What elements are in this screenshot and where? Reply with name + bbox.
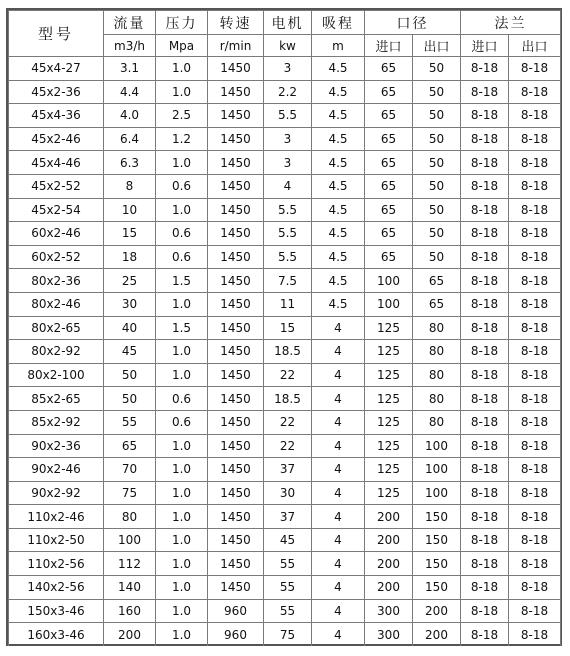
cell-motor: 37 — [264, 458, 312, 482]
cell-diameter-outlet: 80 — [413, 340, 461, 364]
cell-flow: 200 — [104, 623, 156, 647]
cell-flange-inlet: 8-18 — [461, 198, 509, 222]
cell-flange-outlet: 8-18 — [509, 599, 561, 623]
cell-diameter-inlet: 65 — [365, 104, 413, 128]
cell-flange-outlet: 8-18 — [509, 174, 561, 198]
cell-model: 45x2-36 — [9, 80, 104, 104]
cell-suction: 4.5 — [312, 127, 365, 151]
cell-diameter-outlet: 50 — [413, 151, 461, 175]
cell-flange-inlet: 8-18 — [461, 151, 509, 175]
cell-diameter-inlet: 200 — [365, 528, 413, 552]
page-bottom-margin — [0, 646, 570, 656]
cell-diameter-outlet: 50 — [413, 104, 461, 128]
cell-model: 80x2-100 — [9, 363, 104, 387]
cell-flange-inlet: 8-18 — [461, 552, 509, 576]
table-row — [9, 80, 561, 104]
pump-spec-table-container — [6, 8, 562, 646]
cell-diameter-inlet: 300 — [365, 599, 413, 623]
cell-suction: 4 — [312, 623, 365, 647]
cell-pressure: 1.0 — [156, 552, 208, 576]
cell-flange-outlet: 8-18 — [509, 576, 561, 600]
cell-diameter-inlet: 200 — [365, 505, 413, 529]
cell-diameter-outlet: 50 — [413, 245, 461, 269]
cell-speed: 1450 — [208, 127, 264, 151]
cell-model: 45x2-52 — [9, 174, 104, 198]
cell-model: 80x2-36 — [9, 269, 104, 293]
table-header — [9, 11, 561, 57]
cell-flow: 45 — [104, 340, 156, 364]
cell-motor: 3 — [264, 151, 312, 175]
cell-pressure: 1.0 — [156, 80, 208, 104]
cell-suction: 4 — [312, 340, 365, 364]
cell-motor: 2.2 — [264, 80, 312, 104]
cell-diameter-outlet: 65 — [413, 269, 461, 293]
header-suction-unit: m — [312, 35, 365, 57]
cell-speed: 1450 — [208, 316, 264, 340]
cell-suction: 4.5 — [312, 269, 365, 293]
cell-suction: 4.5 — [312, 80, 365, 104]
cell-speed: 1450 — [208, 576, 264, 600]
cell-flow: 50 — [104, 363, 156, 387]
cell-motor: 18.5 — [264, 387, 312, 411]
cell-model: 140x2-56 — [9, 576, 104, 600]
cell-motor: 55 — [264, 599, 312, 623]
cell-model: 45x4-46 — [9, 151, 104, 175]
header-pressure: 压力 — [156, 11, 208, 35]
cell-motor: 3 — [264, 127, 312, 151]
cell-model: 110x2-56 — [9, 552, 104, 576]
cell-motor: 5.5 — [264, 245, 312, 269]
table-row — [9, 269, 561, 293]
cell-flow: 100 — [104, 528, 156, 552]
cell-flow: 18 — [104, 245, 156, 269]
cell-flange-outlet: 8-18 — [509, 57, 561, 81]
cell-pressure: 1.0 — [156, 340, 208, 364]
cell-flange-inlet: 8-18 — [461, 316, 509, 340]
cell-diameter-outlet: 150 — [413, 576, 461, 600]
cell-diameter-outlet: 50 — [413, 174, 461, 198]
table-row — [9, 458, 561, 482]
cell-diameter-outlet: 50 — [413, 57, 461, 81]
cell-motor: 5.5 — [264, 104, 312, 128]
cell-motor: 5.5 — [264, 222, 312, 246]
cell-suction: 4 — [312, 576, 365, 600]
cell-flange-outlet: 8-18 — [509, 151, 561, 175]
cell-flange-outlet: 8-18 — [509, 363, 561, 387]
cell-speed: 1450 — [208, 151, 264, 175]
cell-pressure: 1.0 — [156, 481, 208, 505]
table-row — [9, 505, 561, 529]
table-row — [9, 245, 561, 269]
cell-diameter-inlet: 100 — [365, 269, 413, 293]
cell-motor: 37 — [264, 505, 312, 529]
cell-flange-inlet: 8-18 — [461, 340, 509, 364]
cropped-top-strip — [0, 0, 570, 8]
cell-flange-inlet: 8-18 — [461, 292, 509, 316]
table-row — [9, 599, 561, 623]
cell-suction: 4 — [312, 363, 365, 387]
cell-flange-outlet: 8-18 — [509, 104, 561, 128]
cell-motor: 75 — [264, 623, 312, 647]
cell-pressure: 1.0 — [156, 576, 208, 600]
cell-motor: 55 — [264, 552, 312, 576]
cell-flange-inlet: 8-18 — [461, 576, 509, 600]
header-speed: 转速 — [208, 11, 264, 35]
cell-flange-outlet: 8-18 — [509, 222, 561, 246]
cell-pressure: 1.0 — [156, 292, 208, 316]
header-diameter-inlet: 进口 — [365, 35, 413, 57]
cell-flow: 80 — [104, 505, 156, 529]
cell-flange-outlet: 8-18 — [509, 623, 561, 647]
cell-diameter-inlet: 65 — [365, 245, 413, 269]
cell-motor: 5.5 — [264, 198, 312, 222]
cell-motor: 15 — [264, 316, 312, 340]
cell-flow: 10 — [104, 198, 156, 222]
table-row — [9, 57, 561, 81]
cell-flow: 30 — [104, 292, 156, 316]
table-row — [9, 481, 561, 505]
header-suction: 吸程 — [312, 11, 365, 35]
cell-flange-outlet: 8-18 — [509, 552, 561, 576]
cell-diameter-outlet: 65 — [413, 292, 461, 316]
cell-suction: 4.5 — [312, 198, 365, 222]
cell-flange-outlet: 8-18 — [509, 340, 561, 364]
cell-model: 90x2-46 — [9, 458, 104, 482]
cell-flow: 140 — [104, 576, 156, 600]
cell-flow: 55 — [104, 410, 156, 434]
cell-speed: 1450 — [208, 340, 264, 364]
cell-motor: 18.5 — [264, 340, 312, 364]
table-row — [9, 576, 561, 600]
cell-flange-outlet: 8-18 — [509, 316, 561, 340]
cell-suction: 4 — [312, 410, 365, 434]
cell-pressure: 1.5 — [156, 269, 208, 293]
cell-diameter-inlet: 65 — [365, 57, 413, 81]
cell-motor: 4 — [264, 174, 312, 198]
cell-flow: 160 — [104, 599, 156, 623]
cell-flange-outlet: 8-18 — [509, 292, 561, 316]
cell-diameter-inlet: 65 — [365, 151, 413, 175]
cell-pressure: 1.0 — [156, 151, 208, 175]
table-row — [9, 174, 561, 198]
cell-model: 160x3-46 — [9, 623, 104, 647]
header-speed-unit: r/min — [208, 35, 264, 57]
cell-suction: 4.5 — [312, 292, 365, 316]
table-row — [9, 198, 561, 222]
cell-model: 110x2-50 — [9, 528, 104, 552]
cell-flange-outlet: 8-18 — [509, 481, 561, 505]
table-row — [9, 410, 561, 434]
cell-motor: 7.5 — [264, 269, 312, 293]
cell-diameter-inlet: 200 — [365, 552, 413, 576]
header-pressure-unit: Mpa — [156, 35, 208, 57]
cell-flange-inlet: 8-18 — [461, 245, 509, 269]
table-row — [9, 292, 561, 316]
cell-motor: 11 — [264, 292, 312, 316]
cell-diameter-inlet: 65 — [365, 222, 413, 246]
table-row — [9, 623, 561, 647]
cell-model: 150x3-46 — [9, 599, 104, 623]
cell-flow: 75 — [104, 481, 156, 505]
header-flange-outlet: 出口 — [509, 35, 561, 57]
cell-pressure: 1.0 — [156, 434, 208, 458]
cell-suction: 4 — [312, 481, 365, 505]
cell-suction: 4 — [312, 434, 365, 458]
cell-diameter-outlet: 80 — [413, 316, 461, 340]
header-flow: 流量 — [104, 11, 156, 35]
cell-flange-outlet: 8-18 — [509, 80, 561, 104]
cell-flange-inlet: 8-18 — [461, 269, 509, 293]
table-row — [9, 434, 561, 458]
cell-model: 80x2-46 — [9, 292, 104, 316]
cell-diameter-inlet: 65 — [365, 198, 413, 222]
cell-suction: 4 — [312, 387, 365, 411]
cell-flow: 25 — [104, 269, 156, 293]
cell-flow: 8 — [104, 174, 156, 198]
cell-pressure: 2.5 — [156, 104, 208, 128]
cell-suction: 4 — [312, 316, 365, 340]
cell-motor: 3 — [264, 57, 312, 81]
cell-diameter-inlet: 125 — [365, 434, 413, 458]
cell-pressure: 1.0 — [156, 198, 208, 222]
cell-diameter-outlet: 50 — [413, 80, 461, 104]
cell-pressure: 0.6 — [156, 410, 208, 434]
cell-diameter-outlet: 100 — [413, 458, 461, 482]
cell-flow: 4.0 — [104, 104, 156, 128]
cell-diameter-outlet: 50 — [413, 222, 461, 246]
cell-diameter-inlet: 300 — [365, 623, 413, 647]
table-row — [9, 151, 561, 175]
table-row — [9, 387, 561, 411]
cell-flow: 6.4 — [104, 127, 156, 151]
cell-suction: 4.5 — [312, 174, 365, 198]
cell-flange-inlet: 8-18 — [461, 127, 509, 151]
cell-diameter-inlet: 125 — [365, 363, 413, 387]
table-row — [9, 127, 561, 151]
cell-pressure: 1.0 — [156, 623, 208, 647]
cell-flange-outlet: 8-18 — [509, 127, 561, 151]
cell-flow: 112 — [104, 552, 156, 576]
cell-diameter-inlet: 125 — [365, 458, 413, 482]
cell-pressure: 1.2 — [156, 127, 208, 151]
header-flange-inlet: 进口 — [461, 35, 509, 57]
cell-flange-inlet: 8-18 — [461, 174, 509, 198]
cell-flange-outlet: 8-18 — [509, 410, 561, 434]
header-flow-unit: m3/h — [104, 35, 156, 57]
cell-flow: 40 — [104, 316, 156, 340]
cell-pressure: 1.0 — [156, 458, 208, 482]
cell-model: 90x2-92 — [9, 481, 104, 505]
table-row — [9, 528, 561, 552]
cell-diameter-outlet: 80 — [413, 363, 461, 387]
cell-diameter-outlet: 150 — [413, 552, 461, 576]
cell-diameter-inlet: 65 — [365, 174, 413, 198]
cell-diameter-outlet: 200 — [413, 599, 461, 623]
cell-diameter-inlet: 65 — [365, 80, 413, 104]
table-body — [9, 57, 561, 647]
cell-speed: 1450 — [208, 387, 264, 411]
cell-speed: 960 — [208, 599, 264, 623]
header-model: 型号 — [9, 11, 104, 57]
cell-pressure: 1.0 — [156, 57, 208, 81]
cell-pressure: 1.5 — [156, 316, 208, 340]
cell-speed: 1450 — [208, 481, 264, 505]
cell-speed: 1450 — [208, 57, 264, 81]
cell-diameter-outlet: 100 — [413, 434, 461, 458]
cell-diameter-inlet: 125 — [365, 387, 413, 411]
cell-speed: 1450 — [208, 552, 264, 576]
cell-flange-inlet: 8-18 — [461, 80, 509, 104]
cell-pressure: 1.0 — [156, 363, 208, 387]
cell-flange-inlet: 8-18 — [461, 505, 509, 529]
header-motor: 电机 — [264, 11, 312, 35]
table-row — [9, 316, 561, 340]
cell-motor: 22 — [264, 410, 312, 434]
cell-suction: 4 — [312, 599, 365, 623]
cell-flow: 15 — [104, 222, 156, 246]
cell-flow: 6.3 — [104, 151, 156, 175]
cell-diameter-outlet: 200 — [413, 623, 461, 647]
cell-diameter-outlet: 100 — [413, 481, 461, 505]
header-diameter: 口径 — [365, 11, 461, 35]
cell-motor: 45 — [264, 528, 312, 552]
cell-flange-inlet: 8-18 — [461, 458, 509, 482]
table-row — [9, 104, 561, 128]
cell-speed: 1450 — [208, 104, 264, 128]
cell-speed: 1450 — [208, 269, 264, 293]
header-row-1 — [9, 11, 561, 35]
cell-speed: 1450 — [208, 80, 264, 104]
cell-diameter-outlet: 80 — [413, 410, 461, 434]
cell-suction: 4 — [312, 552, 365, 576]
cell-model: 90x2-36 — [9, 434, 104, 458]
cell-model: 85x2-65 — [9, 387, 104, 411]
cell-flow: 70 — [104, 458, 156, 482]
cell-flange-inlet: 8-18 — [461, 528, 509, 552]
cell-flange-outlet: 8-18 — [509, 434, 561, 458]
cell-motor: 30 — [264, 481, 312, 505]
cell-suction: 4.5 — [312, 104, 365, 128]
table-row — [9, 340, 561, 364]
cell-flange-inlet: 8-18 — [461, 104, 509, 128]
table-row — [9, 363, 561, 387]
cell-speed: 1450 — [208, 174, 264, 198]
cell-flange-inlet: 8-18 — [461, 623, 509, 647]
cell-model: 60x2-46 — [9, 222, 104, 246]
cell-flange-outlet: 8-18 — [509, 387, 561, 411]
cell-model: 45x2-46 — [9, 127, 104, 151]
cell-diameter-outlet: 50 — [413, 198, 461, 222]
cell-diameter-outlet: 80 — [413, 387, 461, 411]
cell-pressure: 0.6 — [156, 387, 208, 411]
cell-flow: 65 — [104, 434, 156, 458]
cell-diameter-outlet: 50 — [413, 127, 461, 151]
cell-flange-outlet: 8-18 — [509, 458, 561, 482]
cell-pressure: 0.6 — [156, 222, 208, 246]
cell-model: 45x4-36 — [9, 104, 104, 128]
cell-model: 60x2-52 — [9, 245, 104, 269]
cell-speed: 1450 — [208, 198, 264, 222]
cell-suction: 4.5 — [312, 151, 365, 175]
cell-diameter-inlet: 125 — [365, 340, 413, 364]
cell-speed: 1450 — [208, 505, 264, 529]
cell-flow: 4.4 — [104, 80, 156, 104]
pump-spec-table — [8, 10, 561, 647]
cell-model: 45x2-54 — [9, 198, 104, 222]
cell-suction: 4 — [312, 458, 365, 482]
cell-diameter-outlet: 150 — [413, 528, 461, 552]
cell-speed: 1450 — [208, 292, 264, 316]
cell-diameter-inlet: 125 — [365, 410, 413, 434]
header-diameter-outlet: 出口 — [413, 35, 461, 57]
cell-speed: 1450 — [208, 363, 264, 387]
header-motor-unit: kw — [264, 35, 312, 57]
cell-model: 80x2-65 — [9, 316, 104, 340]
cell-speed: 1450 — [208, 528, 264, 552]
cell-suction: 4 — [312, 505, 365, 529]
cell-speed: 960 — [208, 623, 264, 647]
cell-speed: 1450 — [208, 434, 264, 458]
cell-speed: 1450 — [208, 222, 264, 246]
cell-pressure: 0.6 — [156, 174, 208, 198]
cell-flange-outlet: 8-18 — [509, 198, 561, 222]
cell-diameter-inlet: 200 — [365, 576, 413, 600]
cell-motor: 22 — [264, 363, 312, 387]
header-flange: 法兰 — [461, 11, 561, 35]
cell-diameter-inlet: 65 — [365, 127, 413, 151]
cell-model: 85x2-92 — [9, 410, 104, 434]
cell-flange-inlet: 8-18 — [461, 434, 509, 458]
cell-flange-outlet: 8-18 — [509, 269, 561, 293]
cell-flow: 50 — [104, 387, 156, 411]
cell-flange-inlet: 8-18 — [461, 599, 509, 623]
cell-diameter-inlet: 125 — [365, 481, 413, 505]
cell-suction: 4.5 — [312, 245, 365, 269]
cell-diameter-inlet: 125 — [365, 316, 413, 340]
cell-flow: 3.1 — [104, 57, 156, 81]
cell-model: 110x2-46 — [9, 505, 104, 529]
cell-pressure: 1.0 — [156, 599, 208, 623]
cell-speed: 1450 — [208, 245, 264, 269]
cell-flange-inlet: 8-18 — [461, 57, 509, 81]
cell-model: 45x4-27 — [9, 57, 104, 81]
cell-speed: 1450 — [208, 458, 264, 482]
cell-diameter-outlet: 150 — [413, 505, 461, 529]
cell-flange-inlet: 8-18 — [461, 410, 509, 434]
cell-flange-outlet: 8-18 — [509, 505, 561, 529]
cell-motor: 22 — [264, 434, 312, 458]
cell-flange-inlet: 8-18 — [461, 363, 509, 387]
cell-suction: 4 — [312, 528, 365, 552]
cell-model: 80x2-92 — [9, 340, 104, 364]
cell-flange-outlet: 8-18 — [509, 528, 561, 552]
cell-pressure: 1.0 — [156, 505, 208, 529]
cell-diameter-inlet: 100 — [365, 292, 413, 316]
cell-pressure: 1.0 — [156, 528, 208, 552]
cell-suction: 4.5 — [312, 57, 365, 81]
cell-pressure: 0.6 — [156, 245, 208, 269]
cell-speed: 1450 — [208, 410, 264, 434]
cell-flange-inlet: 8-18 — [461, 222, 509, 246]
cell-flange-inlet: 8-18 — [461, 387, 509, 411]
cell-suction: 4.5 — [312, 222, 365, 246]
table-row — [9, 552, 561, 576]
cell-motor: 55 — [264, 576, 312, 600]
table-row — [9, 222, 561, 246]
cell-flange-outlet: 8-18 — [509, 245, 561, 269]
cell-flange-inlet: 8-18 — [461, 481, 509, 505]
